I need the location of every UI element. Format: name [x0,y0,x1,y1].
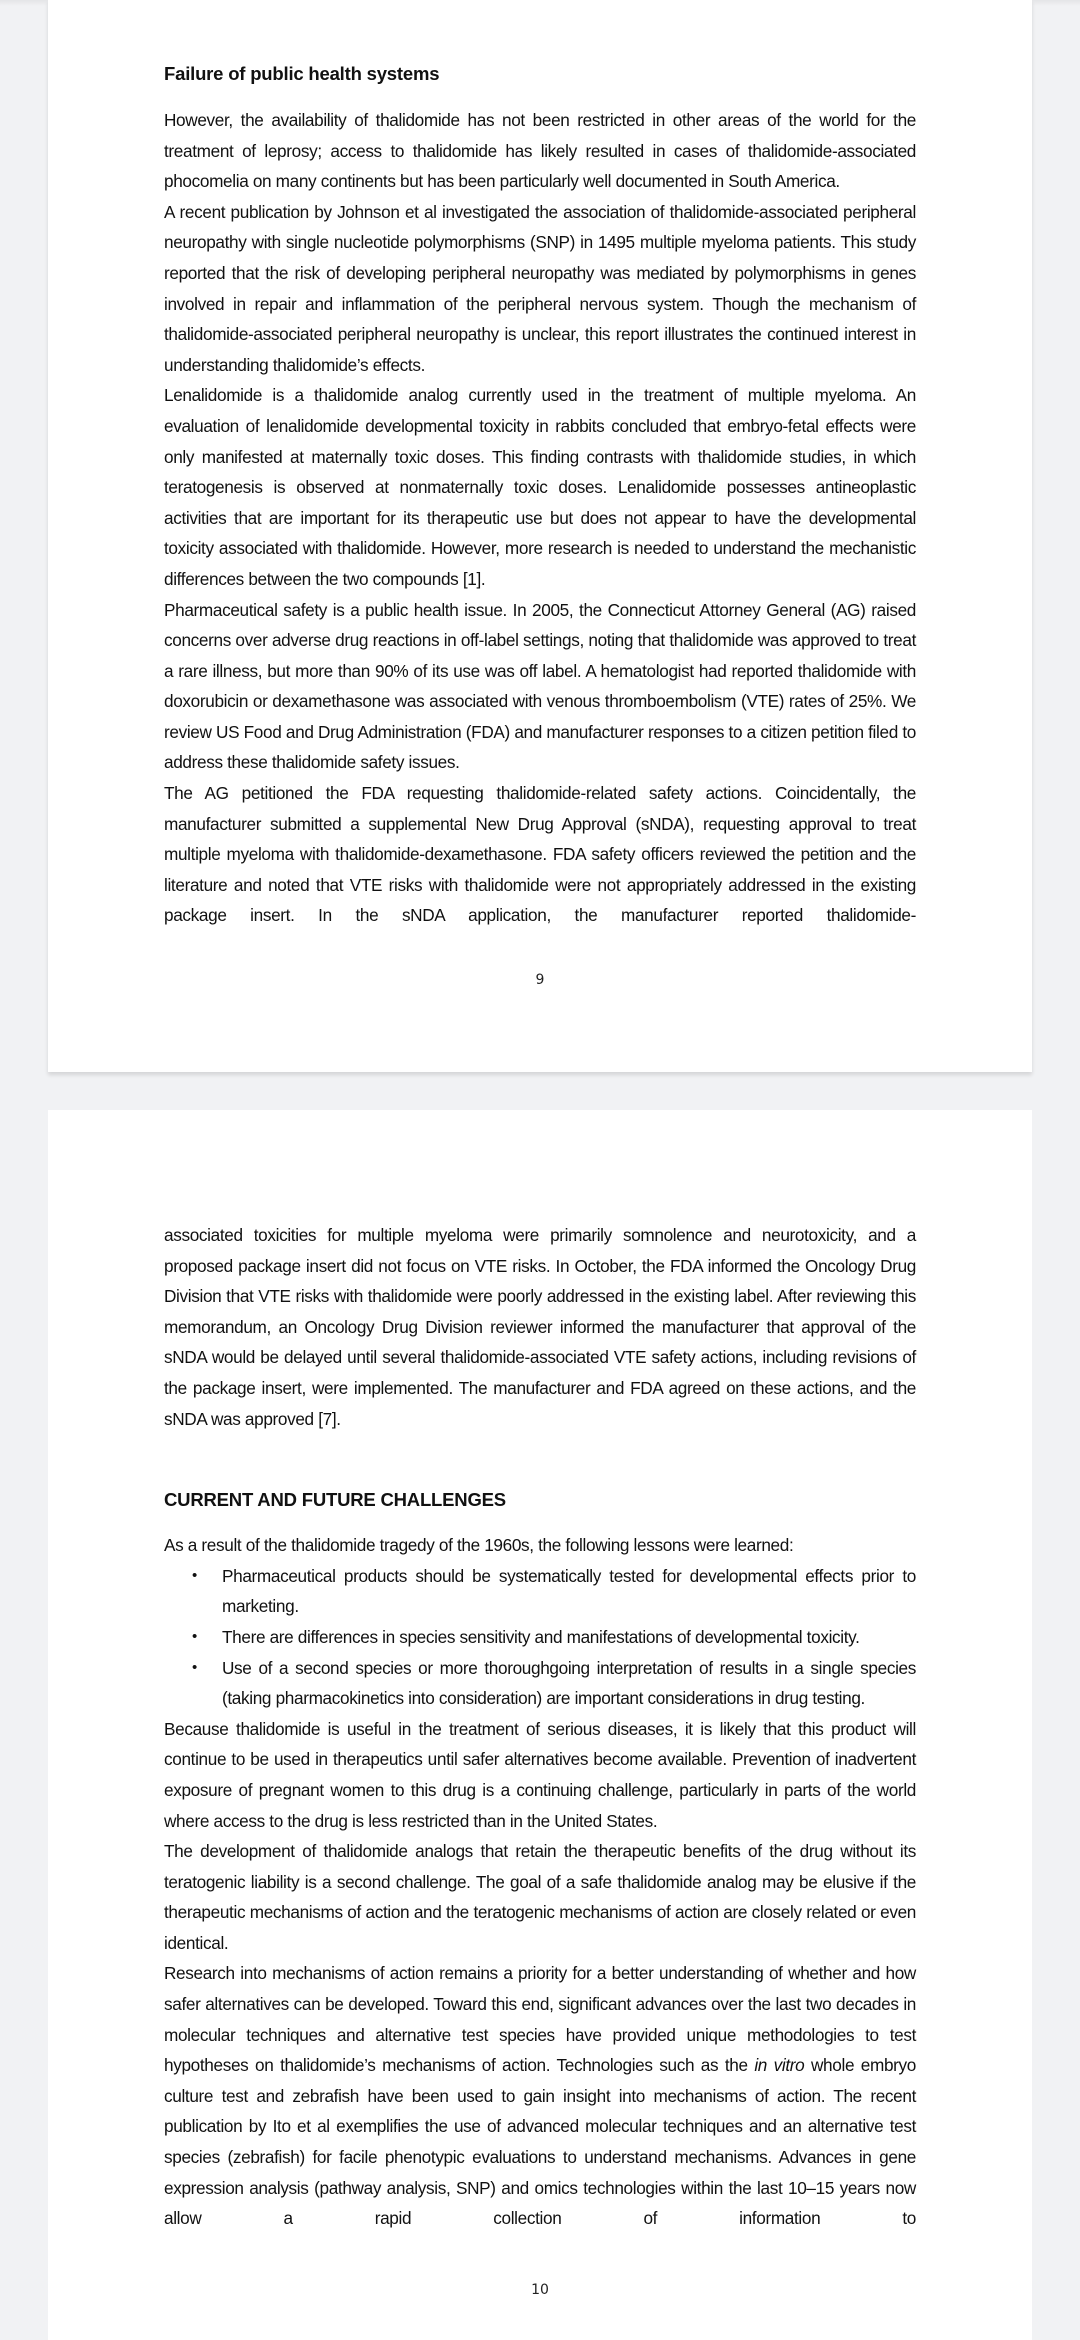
page-content [164,1220,916,2234]
page-content [164,60,916,931]
paragraph-continuation: associated toxicities for multiple myeloma were primarily somnolence and neurotoxicity, and a proposed package insert did not focus on VTE risks. In October, the FDA informed the Oncology Drug Division that VTE risks with thalidomide were poorly addressed in the existing label. After reviewing this memorandum, an Oncology Drug Division reviewer informed the manufacturer that approval of the sNDA would be delayed until several thalidomide-associated VTE safety actions, including revisions of the package insert, were implemented. The manufacturer and FDA agreed on these actions, and the sNDA was approved [7]. [164,1225,916,1429]
lesson-item: • Pharmaceutical products should be systematically tested for developmental effects prior to marketing. [222,1561,916,1622]
page-number: 10 [531,2282,549,2298]
lesson-item: • There are differences in species sensitivity and manifestations of developmental toxicity. [222,1622,916,1653]
lessons-intro: As a result of the thalidomide tragedy of the 1960s, the following lessons were learned: [164,1535,794,1556]
paragraph: Pharmaceutical safety is a public health issue. In 2005, the Connecticut Attorney General (AG) raised concerns over adverse drug reactions in off-label settings, noting that thalidomide was approved to treat a rare illness, but more than 90% of its use was off label. A hematologist had reported thalidomide with doxorubicin or dexamethasone was associated with venous thromboembolism (VTE) rates of 25%. We review US Food and Drug Administration (FDA) and manufacturer responses to a citizen petition filed to address these thalidomide safety issues. [164,599,916,773]
section-heading: Failure of public health systems [164,63,440,84]
document-page-10 [48,1110,1032,2340]
paragraph: Because thalidomide is useful in the treatment of serious diseases, it is likely that this product will continue to be used in therapeutics until safer alternatives become available. Prevention of inadvertent exposure of pregnant women to this drug is a continuing challenge, particularly in parts of the world where access to the drug is less restricted than in the United States. [164,1718,916,1831]
paragraph [164,1958,916,2233]
page-number: 9 [535,972,545,988]
section-heading: CURRENT AND FUTURE CHALLENGES [164,1489,506,1511]
italic-term: in vitro [754,2055,805,2076]
lesson-item: • Use of a second species or more thoroughgoing interpretation of results in a single species (taking pharmacokinetics into consideration) are important considerations in drug testing. [222,1653,916,1714]
paragraph: Lenalidomide is a thalidomide analog currently used in the treatment of multiple myeloma. An evaluation of lenalidomide developmental toxicity in rabbits concluded that embryo-fetal effects were only manifested at maternally toxic doses. This finding contrasts with thalidomide studies, in which teratogenesis is observed at nonmaternally toxic doses. Lenalidomide possesses antineoplastic activities that are important for its therapeutic use but does not appear to have the developmental toxicity associated with thalidomide. However, more research is needed to understand the mechanistic differences between the two compounds [1]. [164,385,916,589]
paragraph: A recent publication by Johnson et al investigated the association of thalidomide-associated peripheral neuropathy with single nucleotide polymorphisms (SNP) in 1495 multiple myeloma patients. This study reported that the risk of developing peripheral neuropathy was mediated by polymorphisms in genes involved in repair and inflammation of the peripheral nervous system. Though the mechanism of thalidomide-associated peripheral neuropathy is unclear, this report illustrates the continued interest in understanding thalidomide’s effects. [164,201,916,375]
document-page-9 [48,0,1032,1072]
paragraph: The development of thalidomide analogs that retain the therapeutic benefits of the drug without its teratogenic liability is a second challenge. The goal of a safe thalidomide analog may be elusive if the therapeutic mechanisms of action and the teratogenic mechanisms of action are closely related or even identical. [164,1841,916,1953]
paragraph: However, the availability of thalidomide has not been restricted in other areas of the world for the treatment of leprosy; access to thalidomide has likely resulted in cases of thalidomide-associated phocomelia on many continents but has been particularly well documented in South America. [164,110,916,192]
paragraph: The AG petitioned the FDA requesting thalidomide-related safety actions. Coincidentally, the manufacturer submitted a supplemental New Drug Approval (sNDA), requesting approval to treat multiple myeloma with thalidomide-dexamethasone. FDA safety officers reviewed the petition and the literature and noted that VTE risks with thalidomide were not appropriately addressed in the existing package insert. In the sNDA application, the manufacturer reported thalidomide- [164,783,916,926]
text-run: whole embryo culture test and zebrafish have been used to gain insight into mechanisms of action. The recent publication by Ito et al exemplifies the use of advanced molecular techniques and an alternative test species (zebrafish) for facile phenotypic evaluations to understand mechanisms. Advances in gene expression analysis (pathway analysis, SNP) and omics technologies within the last 10–15 years now allow a rapid collection of information to [164,2055,916,2229]
lessons-list [164,1561,916,1714]
text-run: Research into mechanisms of action remains a priority for a better understanding of whether and how safer alternatives can be developed. Toward this end, significant advances over the last two decades in molecular techniques and alternative test species have provided unique methodologies to test hypotheses on thalidomide’s mechanisms of action. Technologies such as the [164,1963,916,2076]
